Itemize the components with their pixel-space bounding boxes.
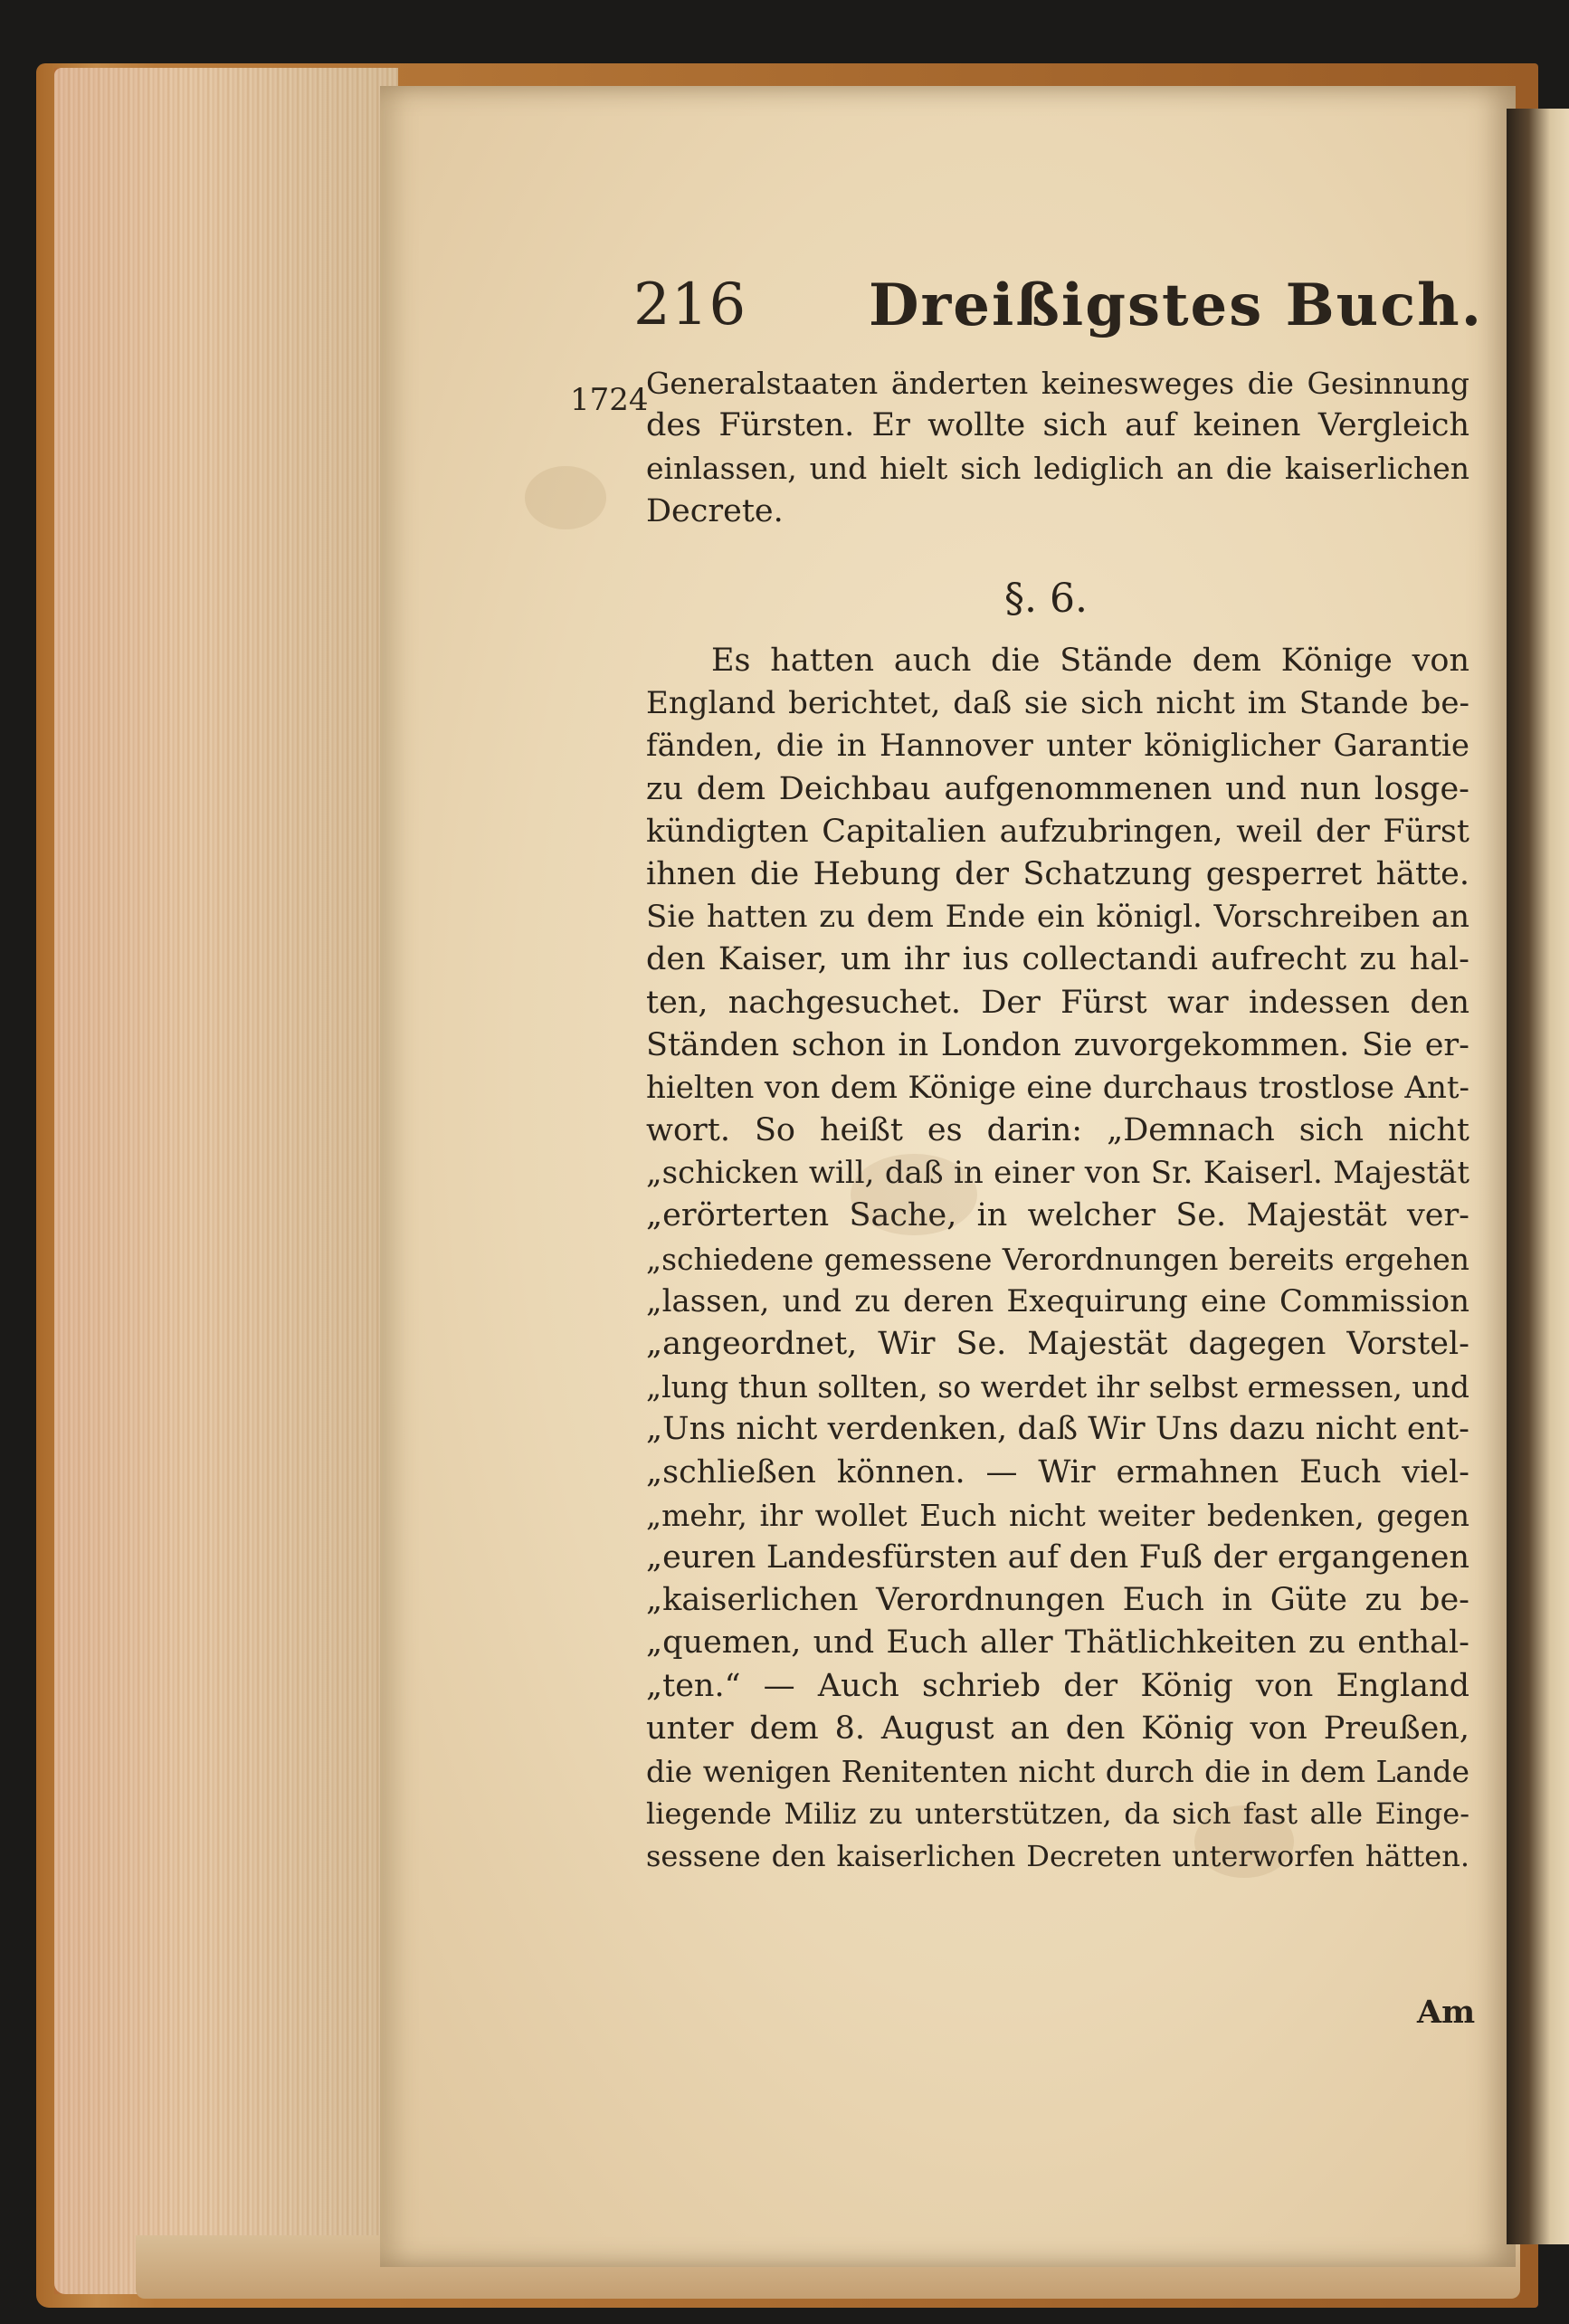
section-heading: §. 6. xyxy=(1004,576,1088,622)
text-line: ten, nachgesuchet. Der Fürst war indessen den xyxy=(646,984,1469,1021)
text-line: kündigten Capitalien aufzubringen, weil der Fürst xyxy=(646,813,1469,850)
text-line: „lassen, und zu deren Exequirung eine Commission xyxy=(646,1282,1469,1319)
text-line: „schiedene gemessene Verordnungen bereits ergehen xyxy=(646,1241,1469,1277)
text-line: den Kaiser, um ihr ius collectandi aufrecht zu hal- xyxy=(646,941,1469,978)
text-line: liegende Miliz zu unterstützen, da sich fast alle Einge- xyxy=(646,1796,1469,1832)
text-line: „mehr, ihr wollet Euch nicht weiter bedenken, gegen xyxy=(646,1497,1469,1533)
text-line: fänden, die in Hannover unter königlicher Garantie xyxy=(646,728,1469,765)
text-line: „kaiserlichen Verordnungen Euch in Güte zu be- xyxy=(646,1582,1469,1619)
text-line: „ten.“ — Auch schrieb der König von England xyxy=(646,1667,1469,1704)
page-number: 216 xyxy=(633,271,747,338)
text-line: einlassen, und hielt sich lediglich an die kaiserlichen xyxy=(646,451,1469,487)
text-line: Decrete. xyxy=(646,492,784,529)
text-line: hielten von dem Könige eine durchaus trostlose Ant- xyxy=(646,1069,1469,1106)
text-line: wort. So heißt es darin: „Demnach sich nicht xyxy=(646,1112,1469,1149)
text-line: ihnen die Hebung der Schatzung gesperret hätte. xyxy=(646,855,1469,892)
foxing-spot xyxy=(525,466,606,529)
text-line: die wenigen Renitenten nicht durch die in dem Lande xyxy=(646,1753,1469,1789)
text-line: „euren Landesfürsten auf den Fuß der ergangenen xyxy=(646,1538,1469,1576)
text-line: sessene den kaiserlichen Decreten unterworfen hätten. xyxy=(646,1839,1469,1874)
binding-gutter xyxy=(1507,109,1569,2244)
catchword: Am xyxy=(1417,1994,1476,2031)
text-line: „lung thun sollten, so werdet ihr selbst ermessen, und xyxy=(646,1369,1469,1405)
running-head: Dreißigstes Buch. xyxy=(869,271,1483,339)
paragraph-2 xyxy=(646,640,1469,1878)
text-line: zu dem Deichbau aufgenommenen und nun losge- xyxy=(646,770,1469,807)
text-line: England berichtet, daß sie sich nicht im Stande be- xyxy=(646,685,1469,722)
text-line: „schließen können. — Wir ermahnen Euch viel- xyxy=(646,1453,1469,1491)
text-line: „angeordnet, Wir Se. Majestät dagegen Vorstel- xyxy=(646,1326,1469,1362)
text-line: „erörterten Sache, in welcher Se. Majestät ver- xyxy=(646,1197,1469,1234)
text-line: „Uns nicht verdenken, daß Wir Uns dazu nicht ent- xyxy=(646,1411,1469,1448)
page-header xyxy=(633,271,1493,353)
text-line: Es hatten auch die Stände dem Könige von xyxy=(711,643,1469,679)
text-line: Ständen schon in London zuvorgekommen. Sie er- xyxy=(646,1026,1469,1063)
margin-year-note: 1724 xyxy=(570,382,649,418)
text-line: unter dem 8. August an den König von Preußen, xyxy=(646,1710,1469,1747)
text-line: Generalstaaten änderten keinesweges die Gesinnung xyxy=(646,366,1469,401)
page-stack-edge xyxy=(54,68,398,2294)
text-line: „quemen, und Euch aller Thätlichkeiten zu enthal- xyxy=(646,1624,1469,1662)
text-line: des Fürsten. Er wollte sich auf keinen Vergleich xyxy=(646,407,1469,444)
paragraph-1 xyxy=(646,362,1469,533)
text-line: „schicken will, daß in einer von Sr. Kaiserl. Majestät xyxy=(646,1155,1469,1192)
text-line: Sie hatten zu dem Ende ein königl. Vorschreiben an xyxy=(646,899,1469,936)
